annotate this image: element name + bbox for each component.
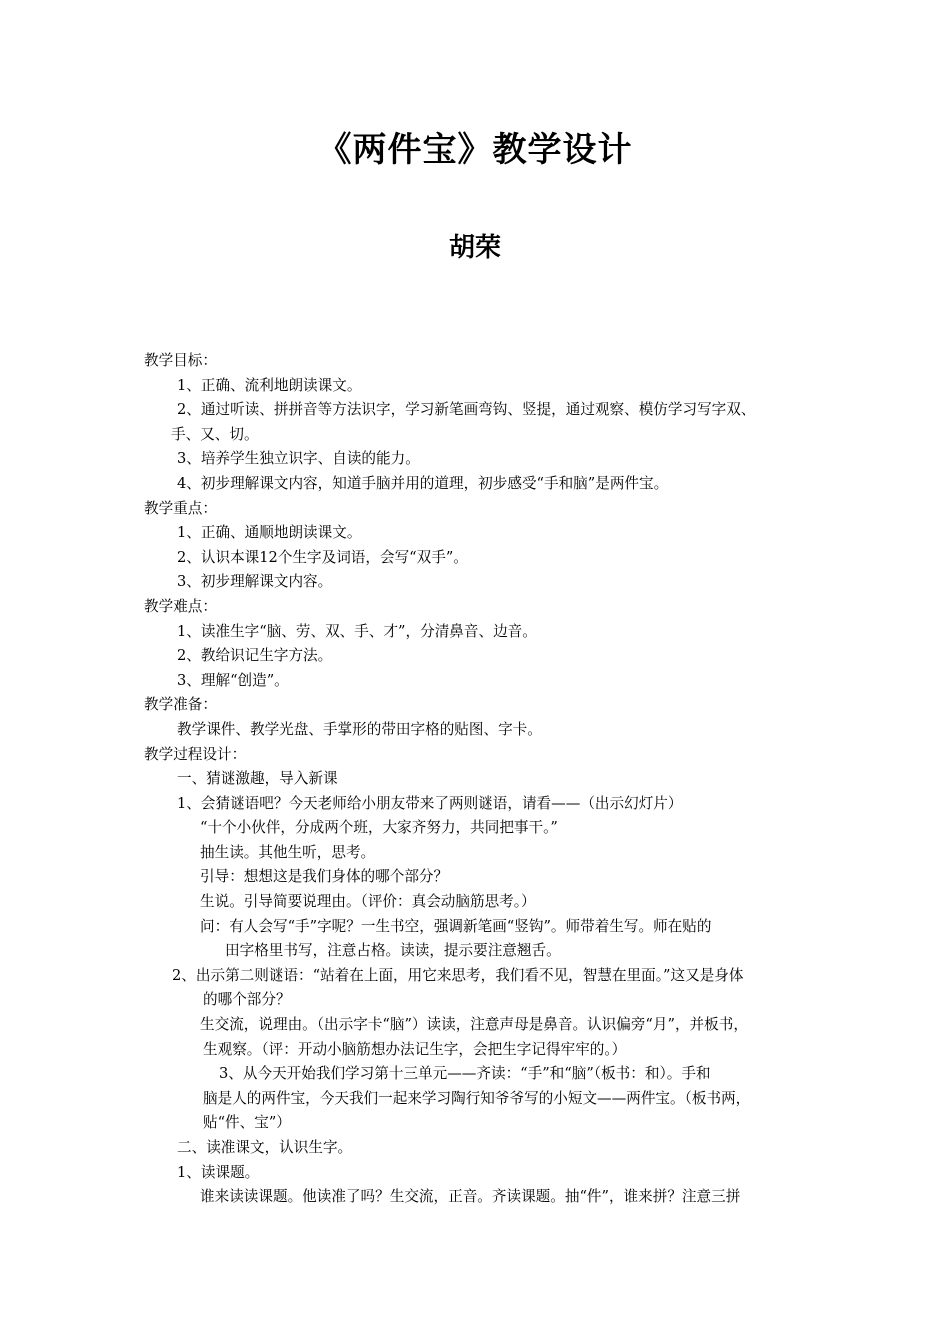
text-line: 3、初步理解课文内容。	[177, 573, 333, 591]
text-line: 教学准备：	[144, 696, 217, 714]
text-line: 2、出示第二则谜语：“站着在上面，用它来思考，我们看不见，智慧在里面。”这又是身体	[172, 966, 744, 984]
text-line: 二、读准课文，认识生字。	[177, 1139, 353, 1156]
text-line: “十个小伙伴，分成两个班，大家齐努力，共同把事干。”	[200, 819, 558, 837]
document-author: 胡荣	[448, 233, 501, 263]
text-line: 的哪个部分？	[203, 991, 291, 1009]
text-line: 手、又、切。	[171, 425, 259, 443]
text-line: 教学目标：	[144, 352, 217, 369]
text-line: 2、认识本课12个生字及词语，会写“双手”。	[177, 548, 468, 566]
text-line: 一、猜谜激趣，导入新课	[177, 770, 338, 788]
text-line: 1、正确、通顺地朗读课文。	[177, 524, 362, 542]
document-body	[144, 349, 816, 1210]
text-line: 1、会猜谜语吧？今天老师给小朋友带来了两则谜语，请看——（出示幻灯片）	[177, 794, 683, 812]
text-line: 3、培养学生独立识字、自读的能力。	[177, 450, 420, 468]
text-line: 教学过程设计：	[144, 745, 247, 763]
text-line: 抽生读。其他生听，思考。	[200, 843, 376, 861]
text-line: 问：有人会写“手”字呢？一生书空，强调新笔画“竖钩”。师带着生写。师在贴的	[200, 917, 712, 935]
text-line: 贴“件、宝”）	[203, 1114, 291, 1132]
text-line: 田字格里书写，注意占格。读读，提示要注意翘舌。	[225, 942, 561, 960]
text-line: 4、初步理解课文内容，知道手脑并用的道理，初步感受“手和脑”是两件宝。	[177, 474, 669, 492]
text-line: 引导：想想这是我们身体的哪个部分？	[200, 868, 449, 886]
text-line: 脑是人的两件宝，今天我们一起来学习陶行知爷爷写的小短文——两件宝。（板书两，	[203, 1089, 751, 1107]
text-line: 1、正确、流利地朗读课文。	[177, 376, 362, 394]
text-line: 2、教给识记生字方法。	[177, 647, 333, 665]
text-line: 教学课件、教学光盘、手掌形的带田字格的贴图、字卡。	[177, 720, 542, 738]
text-line: 1、读准生字“脑、劳、双、手、才”，分清鼻音、边音。	[177, 622, 537, 640]
text-line: 教学重点：	[144, 499, 217, 517]
text-line: 谁来读读课题。他读准了吗？生交流，正音。齐读课题。抽“件”，谁来拼？注意三拼	[200, 1188, 741, 1206]
text-line: 教学难点：	[144, 597, 217, 615]
text-line: 3、从今天开始我们学习第十三单元——齐读：“手”和“脑”（板书：和）。手和	[219, 1065, 711, 1083]
document-title: 《两件宝》教学设计	[317, 130, 633, 170]
text-line: 2、通过听读、拼拼音等方法识字，学习新笔画弯钩、竖提，通过观察、模仿学习写字双、	[177, 401, 756, 419]
text-line: 生说。引导简要说理由。（评价：真会动脑筋思考。）	[200, 893, 536, 911]
text-line: 3、理解“创造”。	[177, 671, 289, 689]
text-line: 1、读课题。	[177, 1163, 260, 1181]
text-line: 生交流，说理由。（出示字卡“脑”）读读，注意声母是鼻音。认识偏旁“月”，并板书，	[200, 1016, 748, 1034]
text-line: 生观察。（评：开动小脑筋想办法记生字，会把生字记得牢牢的。）	[203, 1040, 627, 1058]
